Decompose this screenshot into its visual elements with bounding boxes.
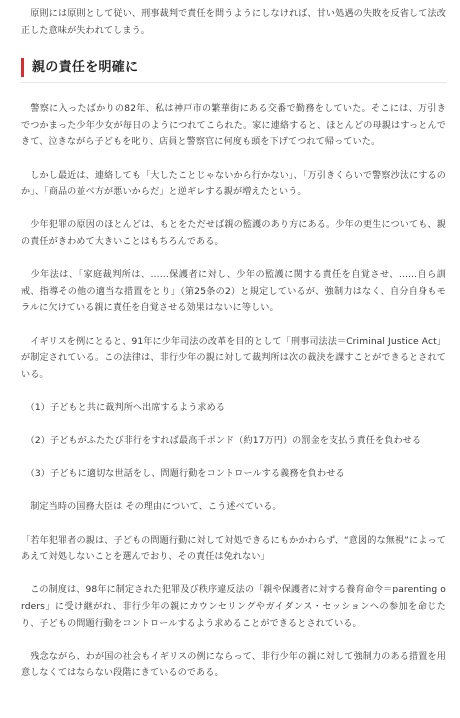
quote-paragraph: 「若年犯罪者の親は、子どもの問題行動に対して対処できるにもかかわらず、“意図的な無視”によってあえて対処しないことを選んでおり、その責任は免れない」	[21, 535, 446, 563]
section-heading: 親の責任を明確に	[21, 58, 446, 77]
article-paragraph: 制定当時の国務大臣は その理由について、こう述べている。	[21, 502, 282, 513]
article-paragraph: 少年法は、「家庭裁判所は、……保護者に対し、少年の監護に関する責任を自覚させ、……自ら訓戒、指導その他の適当な措置をとり」（第25条の2）と規定しているが、強制力はなく、自分自身もモラルに欠けている親に責任を自覚させる効果はないに等しい。	[21, 270, 446, 314]
article-paragraph: 残念ながら、わが国の社会もイギリスの例にならって、非行少年の親に対して強制力のある措置を用意しなくてはならない段階にきているのである。	[21, 651, 446, 679]
article-paragraph: 警察に入ったばかりの82年、私は神戸市の繁華街にある交番で勤務をしていた。そこには、万引きでつかまった少年少女が毎日のようにつれてこられた。家に連絡すると、ほとんどの母親はすっとんできて、泣きながら子どもを叱り、店員と警察官に何度も頭を下げてつれて帰っていた。	[21, 104, 446, 148]
article-paragraph: この制度は、98年に制定された犯罪及び秩序違反法の「親や保護者に対する養育命令＝parenting orders」に受け継がれ、非行少年の親にカウンセリングやガイダンス・セッションへの参加を命じたり、子どもの問題行動をコントロールするよう求めることができるとされている。	[21, 585, 446, 629]
article-paragraph: しかし最近は、連絡しても「大したことじゃないから行かない」、「万引きくらいで警察沙汰にするのか」、「商品の並べ方が悪いからだ」と逆ギレする親が増えたという。	[21, 170, 446, 198]
list-item: （1）子どもと共に裁判所へ出席するよう求める	[21, 402, 226, 413]
intro-paragraph: 原則には原則として従い、刑事裁判で責任を問うようにしなければ、甘い処遇の失敗を反省して法改正した意味が失われてしまう。	[21, 9, 446, 36]
article-paragraph: イギリスを例にとると、91年に少年司法の改革を目的として「刑事司法法＝Criminal Justice Act」が制定されている。この法律は、非行少年の親に対して裁判所は次の裁決を課すことができるとされている。	[21, 336, 446, 380]
article-paragraph: 少年犯罪の原因のほとんどは、もとをただせば親の監護のあり方にある。少年の更生についても、親の責任がきわめて大きいことはもちろんである。	[21, 220, 446, 247]
list-item: （2）子どもがふたたび非行をすれば最高千ポンド（約17万円）の罰金を支払う責任を負わせる	[21, 436, 422, 447]
list-item: （3）子どもに適切な世話をし、問題行動をコントロールする義務を負わせる	[21, 469, 345, 480]
